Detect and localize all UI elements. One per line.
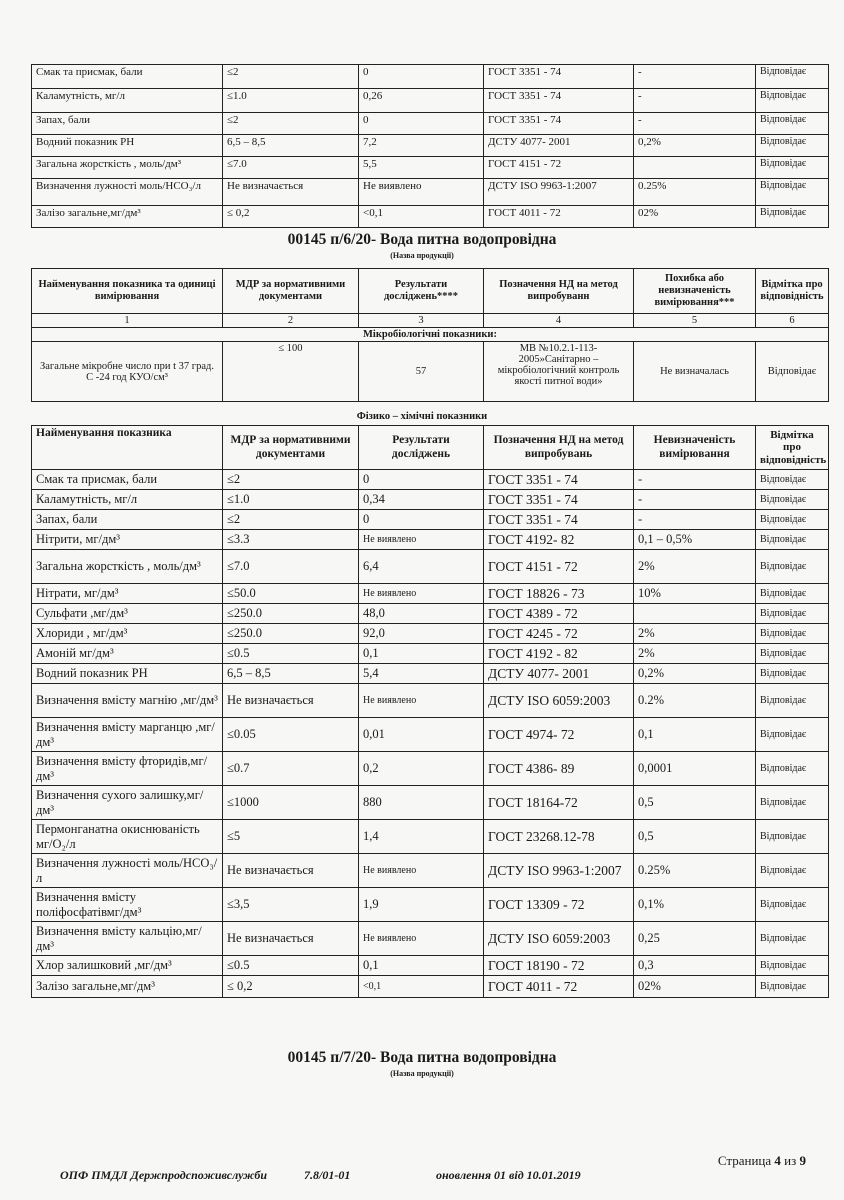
compliance-cell: Відповідає	[756, 718, 829, 752]
uncertainty-cell: -	[634, 510, 756, 530]
compliance-cell: Відповідає	[756, 584, 829, 604]
page-number	[718, 1153, 806, 1169]
method-cell: ГОСТ 4011 - 72	[484, 206, 634, 228]
compliance-cell: Відповідає	[756, 604, 829, 624]
table-row	[32, 510, 829, 530]
method-cell: ГОСТ 4386- 89	[484, 752, 634, 786]
compliance-cell: Відповідає	[756, 157, 829, 179]
table-row	[32, 550, 829, 584]
result-cell: 0	[359, 470, 484, 490]
page-total: 9	[799, 1153, 806, 1168]
method-cell: ГОСТ 3351 - 74	[484, 89, 634, 113]
method-cell: ГОСТ 3351 - 74	[484, 113, 634, 135]
indicator-cell: Пермонганатна окиснюваність мг/О₂/л	[32, 820, 223, 854]
compliance-cell: Відповідає	[756, 956, 829, 976]
compliance-cell: Відповідає	[756, 470, 829, 490]
table-row	[32, 470, 829, 490]
uncertainty-cell: -	[634, 490, 756, 510]
uncertainty-cell: 2%	[634, 644, 756, 664]
page-mid: из	[784, 1153, 797, 1168]
uncertainty-cell: -	[634, 65, 756, 89]
method-cell: ГОСТ 3351 - 74	[484, 65, 634, 89]
top-results-body	[32, 65, 829, 228]
method-cell: ГОСТ 23268.12-78	[484, 820, 634, 854]
table-row	[32, 604, 829, 624]
indicator-cell: Загальна жорсткість , моль/дм³	[32, 550, 223, 584]
mdr-cell: Не визначається	[223, 684, 359, 718]
uncertainty-cell: 0,1	[634, 718, 756, 752]
header-method: Позначення НД на метод випробуванн	[484, 269, 634, 314]
result-cell: <0,1	[359, 976, 484, 998]
compliance-cell: Відповідає	[756, 135, 829, 157]
indicator-cell: Нітрати, мг/дм³	[32, 584, 223, 604]
result-cell: Не виявлено	[359, 179, 484, 206]
indicator-cell: Каламутність, мг/л	[32, 490, 223, 510]
uncertainty-cell: 2%	[634, 624, 756, 644]
method-cell: ГОСТ 3351 - 74	[484, 510, 634, 530]
result-cell: 880	[359, 786, 484, 820]
footer-code: 7.8/01-01	[304, 1168, 351, 1182]
method-cell: ГОСТ 4011 - 72	[484, 976, 634, 998]
uncertainty-cell: -	[634, 113, 756, 135]
uncertainty-cell: -	[634, 89, 756, 113]
table-row	[32, 490, 829, 510]
uncertainty-cell: 0,2%	[634, 664, 756, 684]
result-cell: 0,01	[359, 718, 484, 752]
mdr-cell: ≤2	[223, 470, 359, 490]
phys-header-method: Позначення НД на метод випробувань	[484, 426, 634, 470]
method-cell: ГОСТ 4192 - 82	[484, 644, 634, 664]
method-cell: ДСТУ 4077- 2001	[484, 664, 634, 684]
top-results-table	[31, 64, 829, 228]
mdr-cell: ≤0.05	[223, 718, 359, 752]
indicator-cell: Нітрити, мг/дм³	[32, 530, 223, 550]
uncertainty-cell	[634, 604, 756, 624]
uncertainty-cell: 02%	[634, 976, 756, 998]
indicator-cell: Смак та присмак, бали	[32, 65, 223, 89]
mdr-cell: ≤3.3	[223, 530, 359, 550]
method-cell: ГОСТ 3351 - 74	[484, 490, 634, 510]
phys-header-compliance: Відмітка про відповідність	[756, 426, 829, 470]
uncertainty-cell: 0.25%	[634, 854, 756, 888]
micro-method: МВ №10.2.1-113-2005»Санітарно – мікробіологічний контроль якості питної води»	[484, 342, 634, 402]
page-prefix: Страница	[717, 1153, 772, 1168]
uncertainty-cell: 0,5	[634, 786, 756, 820]
compliance-cell: Відповідає	[756, 206, 829, 228]
result-cell: 5,4	[359, 664, 484, 684]
table-row	[32, 135, 829, 157]
mdr-cell: ≤250.0	[223, 624, 359, 644]
table-row	[32, 718, 829, 752]
table-row	[32, 786, 829, 820]
col-number: 4	[484, 314, 634, 328]
indicator-cell: Загальна жорсткість , моль/дм³	[32, 157, 223, 179]
method-cell: ДСТУ ISO 9963-1:2007	[484, 854, 634, 888]
uncertainty-cell: 0,0001	[634, 752, 756, 786]
compliance-cell: Відповідає	[756, 490, 829, 510]
indicator-cell: Визначення вмісту фторидів,мг/дм³	[32, 752, 223, 786]
result-cell: 0,34	[359, 490, 484, 510]
result-cell: 5,5	[359, 157, 484, 179]
uncertainty-cell: 02%	[634, 206, 756, 228]
result-cell: 0	[359, 65, 484, 89]
compliance-cell: Відповідає	[756, 530, 829, 550]
result-cell: Не виявлено	[359, 684, 484, 718]
mdr-cell: 6,5 – 8,5	[223, 135, 359, 157]
footer-update: оновлення 01 від 10.01.2019	[436, 1168, 581, 1182]
mdr-cell: ≤5	[223, 820, 359, 854]
indicator-cell: Хлориди , мг/дм³	[32, 624, 223, 644]
compliance-cell: Відповідає	[756, 854, 829, 888]
indicator-cell: Каламутність, мг/л	[32, 89, 223, 113]
result-cell: 0	[359, 510, 484, 530]
uncertainty-cell: 0.2%	[634, 684, 756, 718]
compliance-cell: Відповідає	[756, 888, 829, 922]
compliance-cell: Відповідає	[756, 113, 829, 135]
method-cell: ГОСТ 4389 - 72	[484, 604, 634, 624]
indicator-cell: Амоній мг/дм³	[32, 644, 223, 664]
method-cell: ДСТУ 4077- 2001	[484, 135, 634, 157]
method-cell: ГОСТ 4974- 72	[484, 718, 634, 752]
result-cell: Не виявлено	[359, 922, 484, 956]
table-row	[32, 65, 829, 89]
table-row	[32, 752, 829, 786]
header-compliance: Відмітка про відповідність	[756, 269, 829, 314]
mdr-cell: ≤0.5	[223, 956, 359, 976]
table-row	[32, 584, 829, 604]
result-cell: 0	[359, 113, 484, 135]
table-row	[32, 664, 829, 684]
result-cell: Не виявлено	[359, 530, 484, 550]
result-cell: Не виявлено	[359, 584, 484, 604]
micro-result: 57	[359, 342, 484, 402]
compliance-cell: Відповідає	[756, 89, 829, 113]
uncertainty-cell: -	[634, 470, 756, 490]
result-cell: 0,1	[359, 644, 484, 664]
header-results: Результати досліджень****	[359, 269, 484, 314]
mdr-cell: Не визначається	[223, 179, 359, 206]
compliance-cell: Відповідає	[756, 624, 829, 644]
method-cell: ДСТУ ISO 6059:2003	[484, 684, 634, 718]
table-row	[32, 624, 829, 644]
method-cell: ГОСТ 18826 - 73	[484, 584, 634, 604]
table-row	[32, 956, 829, 976]
compliance-cell: Відповідає	[756, 644, 829, 664]
table-row	[32, 179, 829, 206]
indicator-cell: Хлор залишковий ,мг/дм³	[32, 956, 223, 976]
phys-header-mdr: МДР за нормативними документами	[223, 426, 359, 470]
uncertainty-cell: 0,5	[634, 820, 756, 854]
footer-org: ОПФ ПМДЛ Держпродспоживслужби	[60, 1168, 268, 1182]
phys-header-results: Результати досліджень	[359, 426, 484, 470]
table-row	[32, 888, 829, 922]
header-indicator: Найменування показника та одиниці вимірювання	[32, 269, 223, 314]
uncertainty-cell: 0,1%	[634, 888, 756, 922]
micro-indicator: Загальне мікробне число при t 37 град. С -24 год КУО/см³	[32, 342, 223, 402]
indicator-cell: Сульфати ,мг/дм³	[32, 604, 223, 624]
mdr-cell: ≤7.0	[223, 157, 359, 179]
result-cell: Не виявлено	[359, 854, 484, 888]
mdr-cell: ≤1.0	[223, 89, 359, 113]
compliance-cell: Відповідає	[756, 550, 829, 584]
result-cell: 1,4	[359, 820, 484, 854]
uncertainty-cell	[634, 157, 756, 179]
micro-uncertainty: Не визначалась	[634, 342, 756, 402]
col-number: 5	[634, 314, 756, 328]
section-subtitle-p7: (Назва продукції)	[390, 1069, 454, 1078]
mdr-cell: ≤1000	[223, 786, 359, 820]
table-row	[32, 89, 829, 113]
phys-body	[32, 470, 829, 998]
method-cell: ДСТУ ISO 6059:2003	[484, 922, 634, 956]
mdr-cell: ≤ 0,2	[223, 976, 359, 998]
col-number: 3	[359, 314, 484, 328]
micro-table	[31, 268, 829, 402]
compliance-cell: Відповідає	[756, 820, 829, 854]
col-number: 6	[756, 314, 829, 328]
table-row	[32, 113, 829, 135]
phys-header-indicator: Найменування показника	[32, 426, 223, 470]
method-cell: ГОСТ 4151 - 72	[484, 550, 634, 584]
table-row	[32, 206, 829, 228]
method-cell: ГОСТ 4151 - 72	[484, 157, 634, 179]
table-row	[32, 684, 829, 718]
compliance-cell: Відповідає	[756, 752, 829, 786]
phys-section-title: Фізико – хімічні показники	[356, 411, 488, 422]
compliance-cell: Відповідає	[756, 684, 829, 718]
table-row	[32, 976, 829, 998]
method-cell: ГОСТ 4192- 82	[484, 530, 634, 550]
indicator-cell: Водний показник РН	[32, 135, 223, 157]
mdr-cell: ≤0.7	[223, 752, 359, 786]
micro-compliance: Відповідає	[756, 342, 829, 402]
result-cell: 7,2	[359, 135, 484, 157]
uncertainty-cell: 10%	[634, 584, 756, 604]
mdr-cell: ≤2	[223, 65, 359, 89]
method-cell: ГОСТ 18164-72	[484, 786, 634, 820]
uncertainty-cell: 0,1 – 0,5%	[634, 530, 756, 550]
indicator-cell: Смак та присмак, бали	[32, 470, 223, 490]
uncertainty-cell: 2%	[634, 550, 756, 584]
header-uncertainty: Похибка або невизначеність вимірювання***	[634, 269, 756, 314]
indicator-cell: Водний показник РН	[32, 664, 223, 684]
table-row	[32, 820, 829, 854]
result-cell: 92,0	[359, 624, 484, 644]
micro-section-title: Мікробіологічні показники:	[32, 328, 829, 342]
indicator-cell: Визначення лужності моль/НСО₃/л	[32, 179, 223, 206]
compliance-cell: Відповідає	[756, 179, 829, 206]
indicator-cell: Визначення вмісту магнію ,мг/дм³	[32, 684, 223, 718]
mdr-cell: ≤3,5	[223, 888, 359, 922]
mdr-cell: 6,5 – 8,5	[223, 664, 359, 684]
col-number: 1	[32, 314, 223, 328]
compliance-cell: Відповідає	[756, 922, 829, 956]
uncertainty-cell: 0,3	[634, 956, 756, 976]
phys-table	[31, 425, 829, 998]
method-cell: ГОСТ 4245 - 72	[484, 624, 634, 644]
method-cell: ГОСТ 18190 - 72	[484, 956, 634, 976]
page-current: 4	[774, 1153, 781, 1168]
micro-mdr: ≤ 100	[223, 342, 359, 402]
indicator-cell: Залізо загальне,мг/дм³	[32, 976, 223, 998]
table-row	[32, 922, 829, 956]
method-cell: ГОСТ 3351 - 74	[484, 470, 634, 490]
indicator-cell: Визначення лужності моль/НСО₃/л	[32, 854, 223, 888]
section-title-p6: 00145 п/6/20- Вода питна водопровідна	[287, 231, 557, 248]
compliance-cell: Відповідає	[756, 65, 829, 89]
section-title-p7: 00145 п/7/20- Вода питна водопровідна	[287, 1049, 557, 1066]
indicator-cell: Залізо загальне,мг/дм³	[32, 206, 223, 228]
compliance-cell: Відповідає	[756, 510, 829, 530]
result-cell: 0,26	[359, 89, 484, 113]
indicator-cell: Запах, бали	[32, 510, 223, 530]
mdr-cell: Не визначається	[223, 854, 359, 888]
mdr-cell: ≤ 0,2	[223, 206, 359, 228]
indicator-cell: Визначення вмісту марганцю ,мг/дм³	[32, 718, 223, 752]
table-row	[32, 644, 829, 664]
result-cell: <0,1	[359, 206, 484, 228]
mdr-cell: ≤2	[223, 113, 359, 135]
compliance-cell: Відповідає	[756, 976, 829, 998]
header-mdr: МДР за нормативними документами	[223, 269, 359, 314]
result-cell: 48,0	[359, 604, 484, 624]
mdr-cell: Не визначається	[223, 922, 359, 956]
indicator-cell: Визначення вмісту кальцію,мг/дм³	[32, 922, 223, 956]
col-number: 2	[223, 314, 359, 328]
mdr-cell: ≤1.0	[223, 490, 359, 510]
mdr-cell: ≤7.0	[223, 550, 359, 584]
indicator-cell: Визначення вмісту поліфосфатівмг/дм³	[32, 888, 223, 922]
uncertainty-cell: 0,25	[634, 922, 756, 956]
mdr-cell: ≤2	[223, 510, 359, 530]
mdr-cell: ≤50.0	[223, 584, 359, 604]
table-row	[32, 157, 829, 179]
result-cell: 0,2	[359, 752, 484, 786]
mdr-cell: ≤250.0	[223, 604, 359, 624]
phys-header-uncertainty: Невизначеність вимірювання	[634, 426, 756, 470]
section-subtitle-p6: (Назва продукції)	[390, 251, 454, 260]
table-row	[32, 530, 829, 550]
method-cell: ДСТУ ISO 9963-1:2007	[484, 179, 634, 206]
mdr-cell: ≤0.5	[223, 644, 359, 664]
result-cell: 1,9	[359, 888, 484, 922]
result-cell: 6,4	[359, 550, 484, 584]
indicator-cell: Визначення сухого залишку,мг/дм³	[32, 786, 223, 820]
compliance-cell: Відповідає	[756, 664, 829, 684]
result-cell: 0,1	[359, 956, 484, 976]
method-cell: ГОСТ 13309 - 72	[484, 888, 634, 922]
uncertainty-cell: 0,2%	[634, 135, 756, 157]
compliance-cell: Відповідає	[756, 786, 829, 820]
table-row	[32, 854, 829, 888]
uncertainty-cell: 0.25%	[634, 179, 756, 206]
indicator-cell: Запах, бали	[32, 113, 223, 135]
